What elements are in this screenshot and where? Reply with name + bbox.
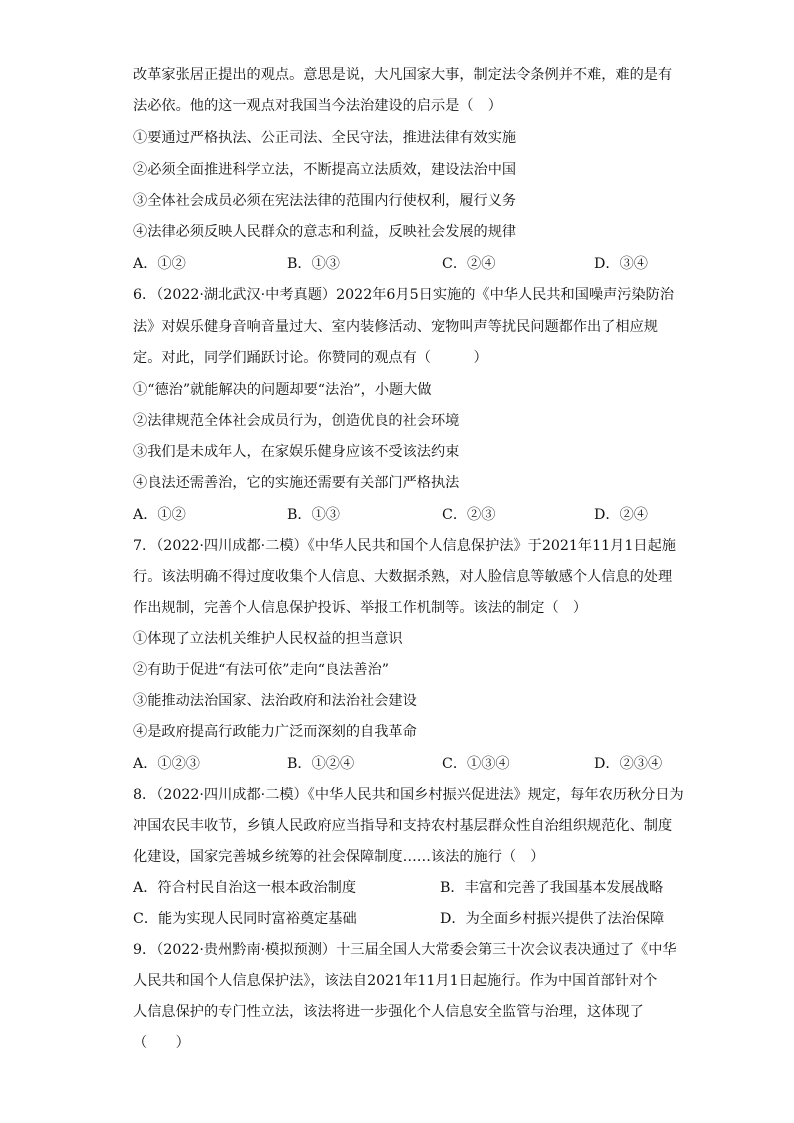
q6-statement-2: ②法律规范全体社会成员行为，创造优良的社会环境 [133, 413, 460, 429]
q7-option-b[interactable]: B．①②④ [287, 756, 355, 772]
q6-statement-4: ④良法还需善治，它的实施还需要有关部门严格执法 [133, 475, 460, 491]
q6-text-line-2: 法》对娱乐健身音响音量过大、室内装修活动、宠物叫声等扰民问题都作出了相应规 [133, 319, 658, 335]
q9-answer-blank: （ ） [133, 1035, 190, 1051]
q5-statement-4: ④法律必须反映人民群众的意志和利益，反映社会发展的规律 [133, 224, 517, 240]
q6-text-line-3: 定。对此，同学们踊跃讨论。你赞同的观点有（ ） [133, 350, 488, 366]
q7-option-c[interactable]: C．①③④ [442, 756, 510, 772]
q7-text-line-3: 作出规制，完善个人信息保护投诉、举报工作机制等。该法的制定（ ） [133, 600, 588, 616]
q7-statement-1: ①体现了立法机关维护人民权益的担当意识 [133, 631, 403, 647]
q8-option-d[interactable]: D．为全面乡村振兴提供了法治保障 [440, 911, 665, 927]
q6-text-line-1: 6．（2022·湖北武汉·中考真题）2022年6月5日实施的《中华人民共和国噪声污染防治 [133, 287, 675, 303]
q5-text-line-2: 法必依。他的这一观点对我国当今法治建设的启示是（ ） [133, 98, 502, 114]
q7-text-line-2: 行。该法明确不得过度收集个人信息、大数据杀熟，对人脸信息等敏感个人信息的处理 [133, 569, 673, 585]
q7-option-a[interactable]: A．①②③ [133, 756, 200, 772]
q7-statement-4: ④是政府提高行政能力广泛而深刻的自我革命 [133, 724, 417, 740]
q5-statement-3: ③全体社会成员必须在宪法法律的范围内行使权利，履行义务 [133, 193, 517, 209]
q7-text-line-1: 7．（2022·四川成都·二模）《中华人民共和国个人信息保护法》于2021年11月1日起施 [133, 538, 676, 554]
q5-option-b[interactable]: B．①③ [287, 256, 340, 272]
q9-text-line-2: 人民共和国个人信息保护法》，该法自2021年11月1日起施行。作为中国首部针对个 [133, 973, 658, 989]
q7-option-d[interactable]: D．②③④ [594, 756, 663, 772]
q5-statement-1: ①要通过严格执法、公正司法、全民守法，推进法律有效实施 [133, 130, 517, 146]
q6-option-b[interactable]: B．①③ [287, 507, 340, 523]
q8-text-line-2: 冲国农民丰收节，乡镇人民政府应当指导和支持农村基层群众性自治组织规范化、制度 [133, 818, 673, 834]
q7-statement-3: ③能推动法治国家、法治政府和法治社会建设 [133, 693, 417, 709]
q6-option-a[interactable]: A．①② [133, 507, 186, 523]
q9-text-line-1: 9．（2022·贵州黔南·模拟预测）十三届全国人大常委会第三十次会议表决通过了《中华 [133, 942, 677, 958]
q7-statement-2: ②有助于促进“有法可依”走向“良法善治” [133, 662, 390, 678]
q5-option-d[interactable]: D．③④ [594, 256, 648, 272]
q6-statement-3: ③我们是未成年人，在家娱乐健身应该不受该法约束 [133, 444, 460, 460]
q8-option-c[interactable]: C．能为实现人民同时富裕奠定基础 [133, 911, 357, 927]
q5-statement-2: ②必须全面推进科学立法，不断提高立法质效，建设法治中国 [133, 162, 517, 178]
q5-option-a[interactable]: A．①② [133, 256, 186, 272]
q9-text-line-3: 人信息保护的专门性立法，该法将进一步强化个人信息安全监管与治理，这体现了 [133, 1004, 644, 1020]
q8-option-a[interactable]: A．符合村民自治这一根本政治制度 [133, 880, 357, 896]
q8-option-b[interactable]: B．丰富和完善了我国基本发展战略 [440, 880, 664, 896]
q5-option-c[interactable]: C．②④ [442, 256, 496, 272]
q8-text-line-1: 8．（2022·四川成都·二模）《中华人民共和国乡村振兴促进法》规定，每年农历秋分日为 [133, 787, 684, 803]
q5-text-line-1: 改革家张居正提出的观点。意思是说，大凡国家大事，制定法令条例并不难，难的是有 [133, 67, 673, 83]
q6-statement-1: ①“德治”就能解决的问题却要“法治”，小题大做 [133, 382, 432, 398]
q8-text-line-3: 化建设，国家完善城乡统筹的社会保障制度……该法的施行（ ） [133, 849, 545, 865]
q6-option-c[interactable]: C．②③ [442, 507, 496, 523]
q6-option-d[interactable]: D．②④ [594, 507, 648, 523]
